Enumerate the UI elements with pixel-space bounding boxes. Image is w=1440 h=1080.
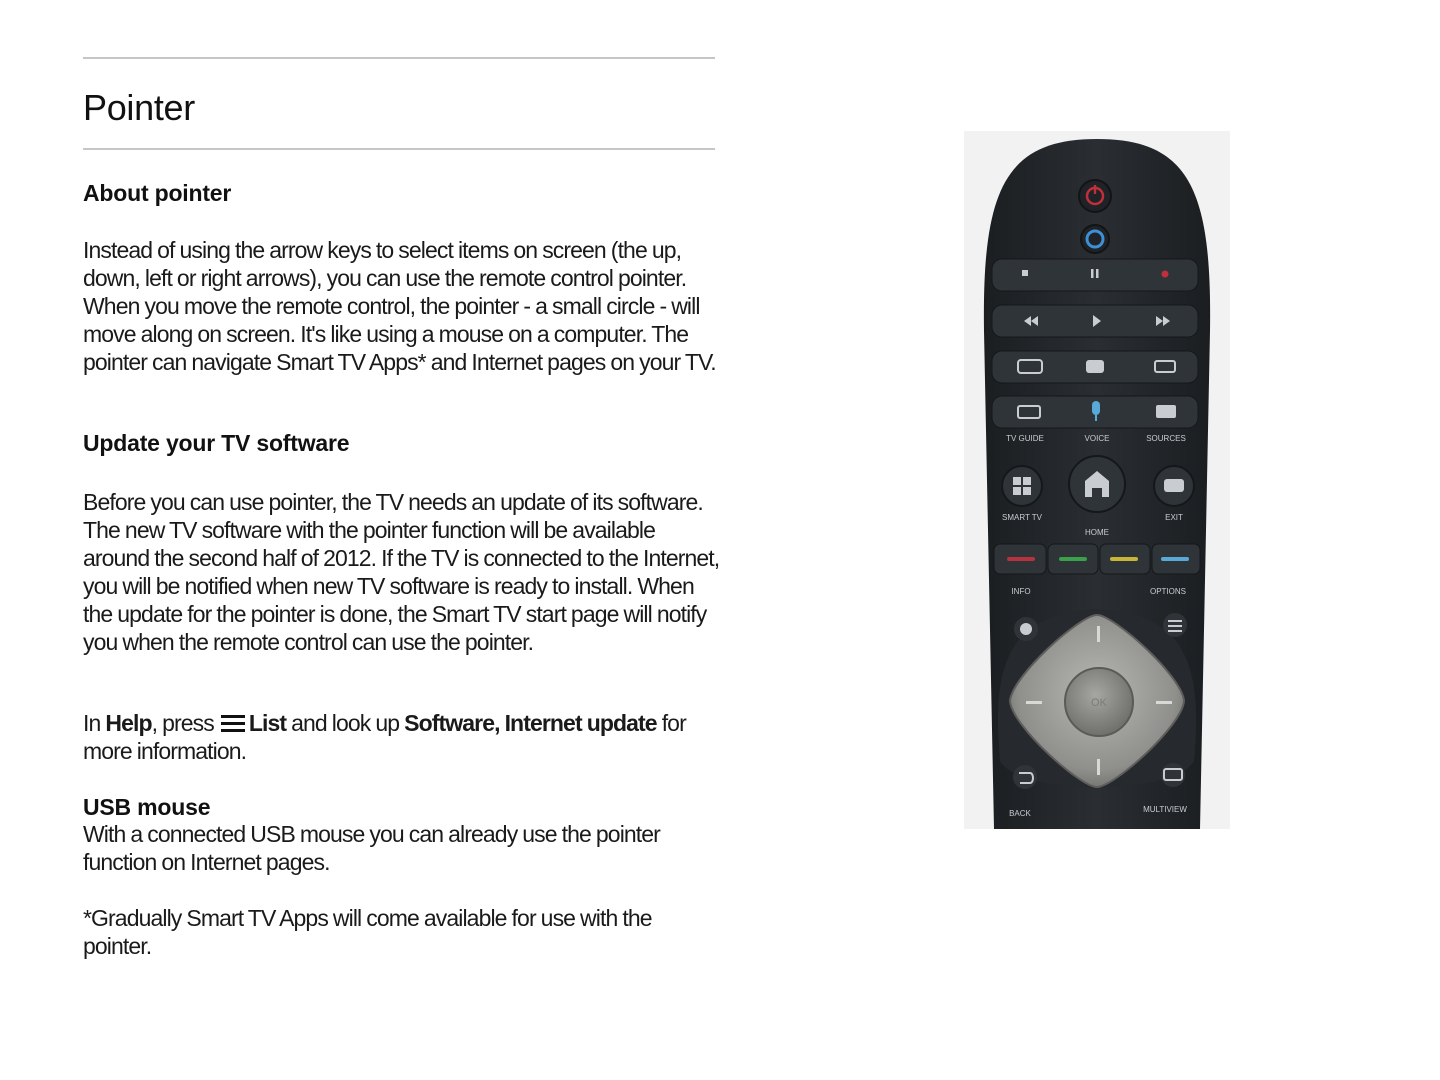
transport-row bbox=[992, 305, 1198, 337]
help-suffix: for more information. bbox=[83, 710, 686, 764]
label-smart-tv: SMART TV bbox=[1001, 513, 1043, 522]
label-tv-guide: TV GUIDE bbox=[1006, 434, 1044, 443]
info-button bbox=[1014, 617, 1038, 641]
help-press: , press bbox=[151, 710, 219, 736]
ok-label: OK bbox=[1091, 697, 1107, 709]
red-key bbox=[1007, 557, 1035, 561]
label-sources: SOURCES bbox=[1146, 434, 1186, 443]
format-row bbox=[992, 351, 1198, 383]
help-word: Help bbox=[105, 710, 152, 736]
options-button bbox=[1163, 613, 1187, 637]
record-icon bbox=[1162, 271, 1169, 278]
remote-control-photo bbox=[964, 131, 1230, 829]
options-icon bbox=[1168, 620, 1182, 632]
green-key bbox=[1059, 557, 1087, 561]
power-button bbox=[1079, 180, 1111, 212]
label-home: HOME bbox=[1085, 528, 1109, 537]
update-paragraph: Before you can use pointer, the TV needs an update of its software. The new TV software with the pointer function will be available around the second half of 2012. If the TV is connected to the Internet, you will be notified when new TV software is ready to install. When the update for the pointer is done, the Smart TV start page will notify you when the remote control can use the pointer. bbox=[83, 489, 720, 655]
list-word: List bbox=[248, 710, 287, 736]
section-heading-about: About pointer bbox=[83, 180, 232, 206]
about-paragraph: Instead of using the arrow keys to select items on screen (the up, down, left or right arrows), you can use the remote control pointer. When you move the remote control, the pointer - a small circle - will move along on screen. It's like using a mouse on a computer. The pointer can navigate Smart TV Apps* and Internet pages on your TV. bbox=[83, 237, 716, 375]
section-heading-update: Update your TV software bbox=[83, 430, 350, 456]
stop-pause-record-row bbox=[992, 259, 1198, 291]
right-arrow-icon bbox=[1156, 701, 1172, 704]
home-button bbox=[1069, 456, 1125, 512]
title-divider bbox=[83, 148, 715, 150]
down-arrow-icon bbox=[1097, 759, 1100, 775]
help-topic: Software, Internet update bbox=[404, 710, 657, 736]
label-exit: EXIT bbox=[1165, 513, 1183, 522]
up-arrow-icon bbox=[1097, 626, 1100, 642]
label-voice: VOICE bbox=[1084, 434, 1110, 443]
top-divider bbox=[83, 57, 715, 59]
section-heading-usb: USB mouse bbox=[83, 794, 211, 820]
guide-voice-sources-row bbox=[992, 396, 1198, 428]
label-back: BACK bbox=[1009, 809, 1031, 818]
pointer-button bbox=[1081, 225, 1109, 253]
help-look-up: and look up bbox=[286, 710, 405, 736]
usb-paragraph: With a connected USB mouse you can already use the pointer function on Internet pages. bbox=[83, 821, 660, 875]
subtitle-icon bbox=[1086, 360, 1104, 373]
page-title: Pointer bbox=[83, 87, 195, 128]
smart-tv-button bbox=[1002, 466, 1042, 506]
info-icon bbox=[1020, 623, 1032, 635]
help-paragraph bbox=[83, 709, 723, 765]
sources-icon bbox=[1156, 405, 1176, 418]
help-prefix: In bbox=[83, 710, 106, 736]
label-multiview: MULTIVIEW bbox=[1143, 805, 1187, 814]
exit-button bbox=[1154, 466, 1194, 506]
label-info: INFO bbox=[1011, 587, 1031, 596]
left-arrow-icon bbox=[1026, 701, 1042, 704]
stop-icon bbox=[1022, 270, 1028, 276]
back-button bbox=[1013, 765, 1037, 789]
blue-key bbox=[1161, 557, 1189, 561]
exit-icon bbox=[1164, 479, 1184, 492]
label-options: OPTIONS bbox=[1149, 587, 1187, 596]
list-menu-icon bbox=[221, 715, 245, 733]
footnote: *Gradually Smart TV Apps will come available for use with the pointer. bbox=[83, 905, 652, 959]
color-keys bbox=[994, 544, 1200, 574]
yellow-key bbox=[1110, 557, 1138, 561]
multiview-button bbox=[1161, 763, 1185, 787]
